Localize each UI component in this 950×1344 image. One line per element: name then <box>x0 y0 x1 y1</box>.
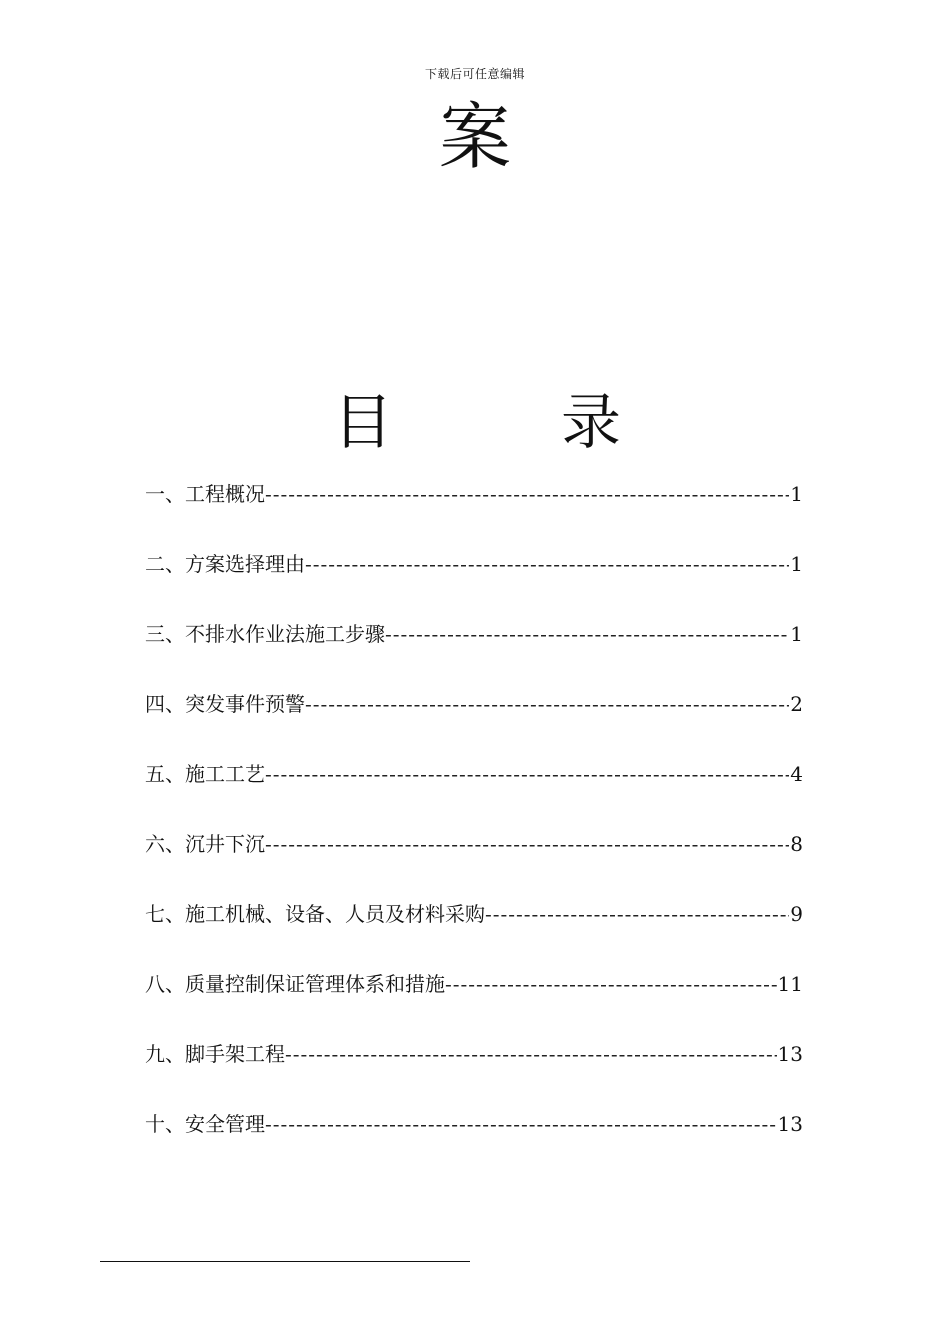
toc-dot-leader <box>265 828 789 860</box>
toc-entry-page: 4 <box>790 762 803 786</box>
toc-entry-page: 8 <box>790 832 803 856</box>
toc-entry-page: 13 <box>777 1112 803 1136</box>
toc-dot-leader <box>445 968 777 1000</box>
toc-heading <box>0 388 950 458</box>
toc-entry-title: 一、工程概况 <box>145 482 265 506</box>
page-header-note: 下载后可任意编辑 <box>424 67 525 81</box>
toc-entry-page: 1 <box>790 552 803 576</box>
toc-entry[interactable] <box>145 968 803 1038</box>
toc-entry-page: 9 <box>790 902 803 926</box>
toc-heading-char-1: 目 <box>333 388 393 458</box>
toc-entry[interactable] <box>145 828 803 898</box>
toc-entry-title: 九、脚手架工程 <box>145 1042 285 1066</box>
toc-entry[interactable] <box>145 618 803 688</box>
toc-entry-title: 四、突发事件预警 <box>145 692 305 716</box>
toc-entry[interactable] <box>145 688 803 758</box>
toc-dot-leader <box>385 618 789 650</box>
toc-entry-title: 七、施工机械、设备、人员及材料采购 <box>145 902 485 926</box>
toc-entry[interactable] <box>145 898 803 968</box>
toc-entry[interactable] <box>145 1038 803 1108</box>
toc-entry-title: 三、不排水作业法施工步骤 <box>145 622 385 646</box>
toc-entry-page: 1 <box>790 482 803 506</box>
toc-dot-leader <box>265 758 789 790</box>
toc-heading-char-2: 录 <box>561 388 621 458</box>
toc-entry-page: 11 <box>777 972 803 996</box>
toc-dot-leader <box>305 548 789 580</box>
toc-dot-leader <box>265 1108 777 1140</box>
toc-dot-leader <box>285 1038 777 1070</box>
footnote-separator-line <box>100 1261 470 1262</box>
toc-dot-leader <box>305 688 789 720</box>
toc-entry-title: 二、方案选择理由 <box>145 552 305 576</box>
document-title: 案 <box>438 95 511 179</box>
toc-entry-page: 13 <box>777 1042 803 1066</box>
toc-entry[interactable] <box>145 478 803 548</box>
toc-entry[interactable] <box>145 548 803 618</box>
toc-entry[interactable] <box>145 758 803 828</box>
toc-entry-page: 2 <box>790 692 803 716</box>
toc-dot-leader <box>485 898 789 930</box>
toc-entry-page: 1 <box>790 622 803 646</box>
toc-entry-title: 五、施工工艺 <box>145 762 265 786</box>
toc-entry[interactable] <box>145 1108 803 1178</box>
toc-entry-title: 十、安全管理 <box>145 1112 265 1136</box>
toc-entry-title: 六、沉井下沉 <box>145 832 265 856</box>
toc-entry-title: 八、质量控制保证管理体系和措施 <box>145 972 445 996</box>
toc-dot-leader <box>265 478 789 510</box>
toc-list <box>145 478 803 1178</box>
